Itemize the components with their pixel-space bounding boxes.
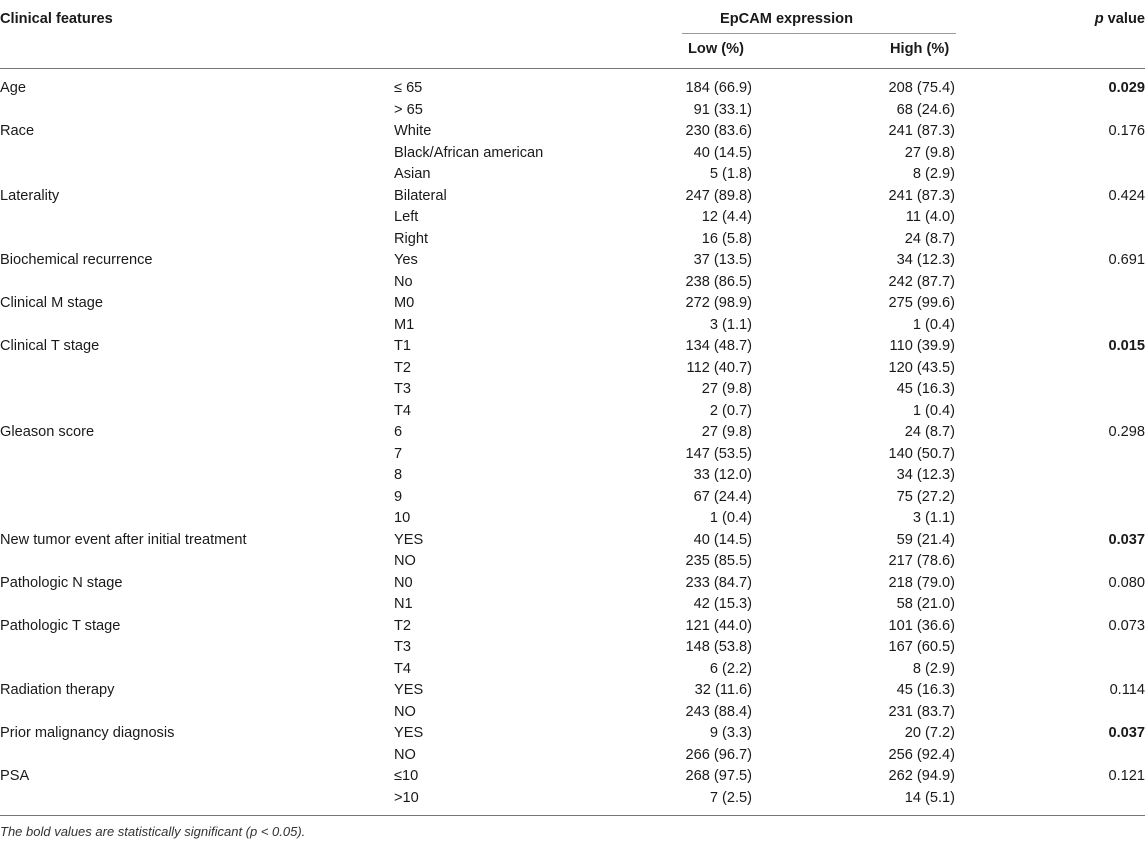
low-cell: 7 (2.5): [709, 789, 752, 806]
high-cell: 262 (94.9): [888, 768, 955, 784]
low-cell: 16 (5.8): [701, 230, 752, 247]
p-value-cell: 0.080: [1108, 574, 1145, 591]
high-cell: 256 (92.4): [888, 746, 955, 763]
high-cell: 275 (99.6): [888, 295, 955, 311]
feature-cell: Race: [0, 123, 35, 139]
high-cell: 27 (9.8): [904, 144, 955, 161]
high-cell: 24 (8.7): [904, 424, 955, 440]
subgroup-cell: Bilateral: [394, 187, 447, 204]
high-cell: 20 (7.2): [904, 725, 955, 741]
table-row: [0, 747, 1145, 769]
table-row: [0, 338, 1145, 360]
subgroup-cell: 10: [394, 510, 411, 526]
header-p-value: [1095, 11, 1145, 27]
low-cell: 37 (13.5): [693, 252, 752, 268]
high-cell: 45 (16.3): [896, 381, 955, 397]
subgroup-cell: Black/African american: [394, 144, 544, 161]
subgroup-cell: T4: [394, 660, 412, 677]
subgroup-cell: NO: [394, 553, 416, 569]
low-cell: 112 (40.7): [686, 359, 752, 376]
low-cell: 32 (11.6): [694, 682, 752, 698]
subgroup-cell: N1: [394, 596, 413, 612]
group-underline: [682, 33, 956, 34]
subgroup-cell: 8: [394, 467, 403, 483]
feature-cell: Laterality: [0, 187, 60, 204]
p-value-cell: 0.037: [1108, 531, 1145, 548]
p-value-cell: 0.298: [1108, 424, 1145, 440]
table-row: [0, 381, 1145, 403]
low-cell: 42 (15.3): [693, 596, 752, 612]
table-row: [0, 618, 1145, 640]
table-row: [0, 467, 1145, 489]
table-row: [0, 725, 1145, 747]
p-value-cell: 0.121: [1108, 768, 1145, 784]
feature-cell: Age: [0, 80, 26, 96]
header-p-suffix: value: [1103, 11, 1145, 27]
header-rule: [0, 68, 1145, 69]
low-cell: 272 (98.9): [685, 295, 752, 311]
low-cell: 243 (88.4): [685, 703, 752, 720]
header-epcam-expression: EpCAM expression: [720, 11, 853, 27]
low-cell: 147 (53.5): [685, 445, 752, 462]
subgroup-cell: White: [394, 123, 432, 139]
low-cell: 27 (9.8): [701, 381, 752, 397]
high-cell: 34 (12.3): [896, 252, 955, 268]
table-row: [0, 790, 1145, 812]
high-cell: 58 (21.0): [896, 596, 955, 612]
table-footnote: The bold values are statistically significant (p < 0.05).: [0, 824, 306, 839]
table-row: [0, 102, 1145, 124]
table-row: [0, 446, 1145, 468]
table-row: [0, 553, 1145, 575]
subgroup-cell: T3: [394, 639, 412, 655]
p-value-cell: 0.037: [1108, 725, 1145, 741]
high-cell: 1 (0.4): [912, 316, 955, 333]
table-row: [0, 596, 1145, 618]
table-row: [0, 424, 1145, 446]
low-cell: 40 (14.5): [693, 531, 752, 548]
table-row: [0, 145, 1145, 167]
table-row: [0, 317, 1145, 339]
bottom-rule: [0, 815, 1145, 816]
feature-cell: Pathologic N stage: [0, 574, 123, 591]
low-cell: 230 (83.6): [685, 123, 752, 139]
subgroup-cell: 9: [394, 488, 403, 505]
table-row: [0, 188, 1145, 210]
feature-cell: New tumor event after initial treatment: [0, 531, 247, 548]
low-cell: 12 (4.4): [701, 209, 752, 225]
subgroup-cell: > 65: [394, 101, 423, 118]
subgroup-cell: NO: [394, 746, 416, 763]
high-cell: 1 (0.4): [912, 402, 955, 419]
table-row: [0, 403, 1145, 425]
low-cell: 67 (24.4): [693, 488, 752, 505]
high-cell: 75 (27.2): [896, 488, 955, 505]
subgroup-cell: Left: [394, 209, 419, 225]
table-row: [0, 510, 1145, 532]
feature-cell: Biochemical recurrence: [0, 252, 153, 268]
subgroup-cell: M0: [394, 295, 415, 311]
high-cell: 8 (2.9): [912, 166, 955, 182]
high-cell: 217 (78.6): [888, 553, 955, 569]
low-cell: 6 (2.2): [709, 660, 752, 677]
subgroup-cell: 6: [394, 424, 403, 440]
high-cell: 120 (43.5): [888, 359, 955, 376]
subgroup-cell: YES: [394, 531, 424, 548]
high-cell: 218 (79.0): [888, 574, 955, 591]
low-cell: 5 (1.8): [709, 166, 752, 182]
low-cell: 266 (96.7): [685, 746, 752, 763]
p-value-cell: 0.073: [1108, 617, 1145, 634]
low-cell: 40 (14.5): [693, 144, 752, 161]
feature-cell: Clinical T stage: [0, 338, 100, 354]
high-cell: 241 (87.3): [888, 123, 955, 139]
high-cell: 231 (83.7): [888, 703, 955, 720]
feature-cell: PSA: [0, 768, 30, 784]
p-value-cell: 0.691: [1108, 252, 1145, 268]
feature-cell: Radiation therapy: [0, 682, 115, 698]
high-cell: 110 (39.9): [889, 338, 955, 354]
low-cell: 3 (1.1): [709, 316, 752, 333]
high-cell: 167 (60.5): [888, 639, 955, 655]
table-row: [0, 123, 1145, 145]
table-row: [0, 532, 1145, 554]
high-cell: 140 (50.7): [888, 445, 955, 462]
p-value-cell: 0.015: [1108, 338, 1145, 354]
high-cell: 34 (12.3): [896, 467, 955, 483]
low-cell: 247 (89.8): [685, 187, 752, 204]
p-value-cell: 0.029: [1108, 80, 1145, 96]
subgroup-cell: Asian: [394, 166, 431, 182]
subgroup-cell: YES: [394, 682, 424, 698]
low-cell: 134 (48.7): [685, 338, 752, 354]
p-value-cell: 0.176: [1108, 123, 1145, 139]
subgroup-cell: T2: [394, 617, 412, 634]
subgroup-cell: ≤ 65: [394, 80, 423, 96]
header-low: Low (%): [688, 41, 744, 57]
subgroup-cell: T3: [394, 381, 412, 397]
table-row: [0, 639, 1145, 661]
high-cell: 14 (5.1): [904, 789, 955, 806]
high-cell: 3 (1.1): [912, 510, 955, 526]
table-row: [0, 682, 1145, 704]
table-row: [0, 166, 1145, 188]
feature-cell: Pathologic T stage: [0, 617, 121, 634]
low-cell: 233 (84.7): [685, 574, 752, 591]
low-cell: 121 (44.0): [685, 617, 752, 634]
subgroup-cell: M1: [394, 316, 415, 333]
subgroup-cell: ≤10: [394, 768, 419, 784]
table-row: [0, 575, 1145, 597]
low-cell: 2 (0.7): [709, 402, 752, 419]
low-cell: 238 (86.5): [685, 273, 752, 290]
table-row: [0, 209, 1145, 231]
low-cell: 9 (3.3): [709, 725, 752, 741]
table-row: [0, 80, 1145, 102]
table-row: [0, 295, 1145, 317]
table-row: [0, 360, 1145, 382]
subgroup-cell: T4: [394, 402, 412, 419]
subgroup-cell: 7: [394, 445, 403, 462]
header-clinical-features: Clinical features: [0, 11, 113, 27]
subgroup-cell: NO: [394, 703, 416, 720]
feature-cell: Prior malignancy diagnosis: [0, 725, 175, 741]
high-cell: 242 (87.7): [888, 273, 955, 290]
low-cell: 33 (12.0): [693, 467, 752, 483]
feature-cell: Clinical M stage: [0, 295, 104, 311]
table-row: [0, 661, 1145, 683]
high-cell: 208 (75.4): [888, 80, 955, 96]
low-cell: 91 (33.1): [693, 101, 752, 118]
subgroup-cell: T1: [394, 338, 412, 354]
p-value-cell: 0.424: [1108, 187, 1145, 204]
table-row: [0, 231, 1145, 253]
low-cell: 184 (66.9): [685, 80, 752, 96]
subgroup-cell: YES: [394, 725, 424, 741]
p-value-cell: 0.114: [1109, 682, 1145, 698]
high-cell: 241 (87.3): [888, 187, 955, 204]
header-high: High (%): [890, 41, 950, 57]
high-cell: 59 (21.4): [896, 531, 955, 548]
subgroup-cell: N0: [394, 574, 413, 591]
subgroup-cell: No: [394, 273, 413, 290]
header-p-italic: p: [1094, 11, 1104, 27]
table-row: [0, 252, 1145, 274]
high-cell: 8 (2.9): [912, 660, 955, 677]
subgroup-cell: Yes: [394, 252, 418, 268]
high-cell: 24 (8.7): [904, 230, 955, 247]
table-row: [0, 274, 1145, 296]
table-row: [0, 704, 1145, 726]
subgroup-cell: >10: [394, 789, 419, 806]
high-cell: 101 (36.6): [888, 617, 955, 634]
low-cell: 268 (97.5): [685, 768, 752, 784]
high-cell: 45 (16.3): [896, 682, 955, 698]
subgroup-cell: Right: [394, 230, 429, 247]
table-row: [0, 768, 1145, 790]
table-row: [0, 489, 1145, 511]
low-cell: 27 (9.8): [701, 424, 752, 440]
subgroup-cell: T2: [394, 359, 412, 376]
low-cell: 1 (0.4): [709, 510, 752, 526]
high-cell: 11 (4.0): [905, 209, 955, 225]
low-cell: 235 (85.5): [685, 553, 752, 569]
high-cell: 68 (24.6): [896, 101, 955, 118]
low-cell: 148 (53.8): [685, 639, 752, 655]
feature-cell: Gleason score: [0, 424, 95, 440]
